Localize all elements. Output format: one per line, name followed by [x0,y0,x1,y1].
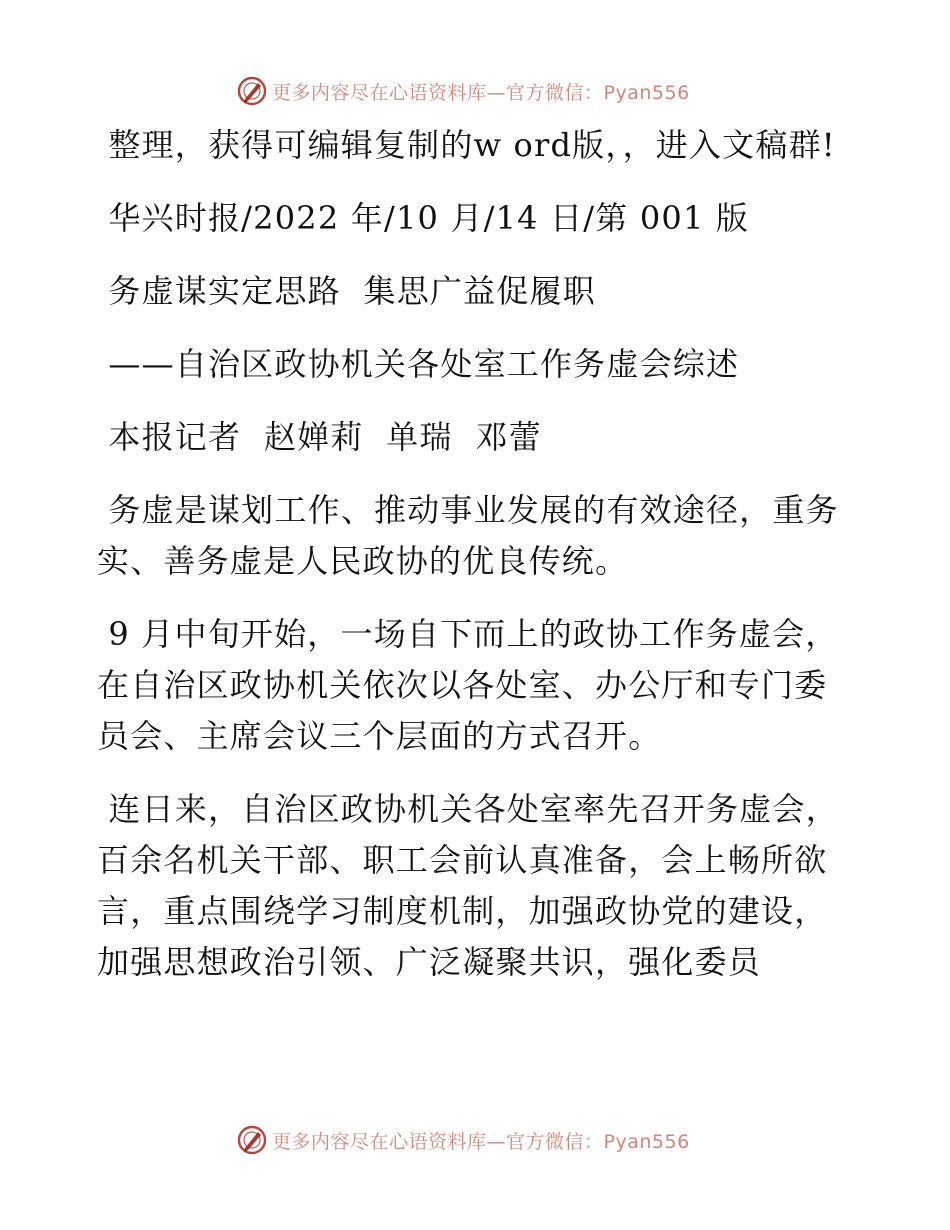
document-paragraph: 务虚是谋划工作、推动事业发展的有效途径，重务实、善务虚是人民政协的优良传统。 [97,491,839,580]
footer-watermark [236,1122,690,1158]
watermark-text: 更多内容尽在心语资料库—官方微信：Pyan556 [272,1130,690,1153]
document-paragraph: 华兴时报/2022 年/10 月/14 日/第 001 版 [97,199,750,237]
watermark-text: 更多内容尽在心语资料库—官方微信：Pyan556 [272,81,690,104]
header-watermark [236,73,690,109]
pen-logo-icon [236,1124,268,1156]
document-paragraph: 9 月中旬开始，一场自下而上的政协工作务虚会，在自治区政协机关依次以各处室、办公厅和专门委员会、主席会议三个层面的方式召开。 [97,615,839,755]
document-paragraph: 务虚谋实定思路 集思广益促履职 [97,272,596,310]
document-body [97,120,857,988]
document-paragraph: 整理，获得可编辑复制的w ord版，，进入文稿群! [97,126,836,164]
document-paragraph: ——自治区政协机关各处室工作务虚会综述 [97,345,740,383]
pen-logo-icon [236,75,268,107]
document-paragraph: 本报记者 赵婵莉 单瑞 邓蕾 [97,418,542,456]
document-paragraph: 连日来，自治区政协机关各处室率先召开务虚会，百余名机关干部、职工会前认真准备，会上畅所欲言，重点围绕学习制度机制，加强政协党的建设，加强思想政治引领、广泛凝聚共识，强化委员 [97,790,839,981]
